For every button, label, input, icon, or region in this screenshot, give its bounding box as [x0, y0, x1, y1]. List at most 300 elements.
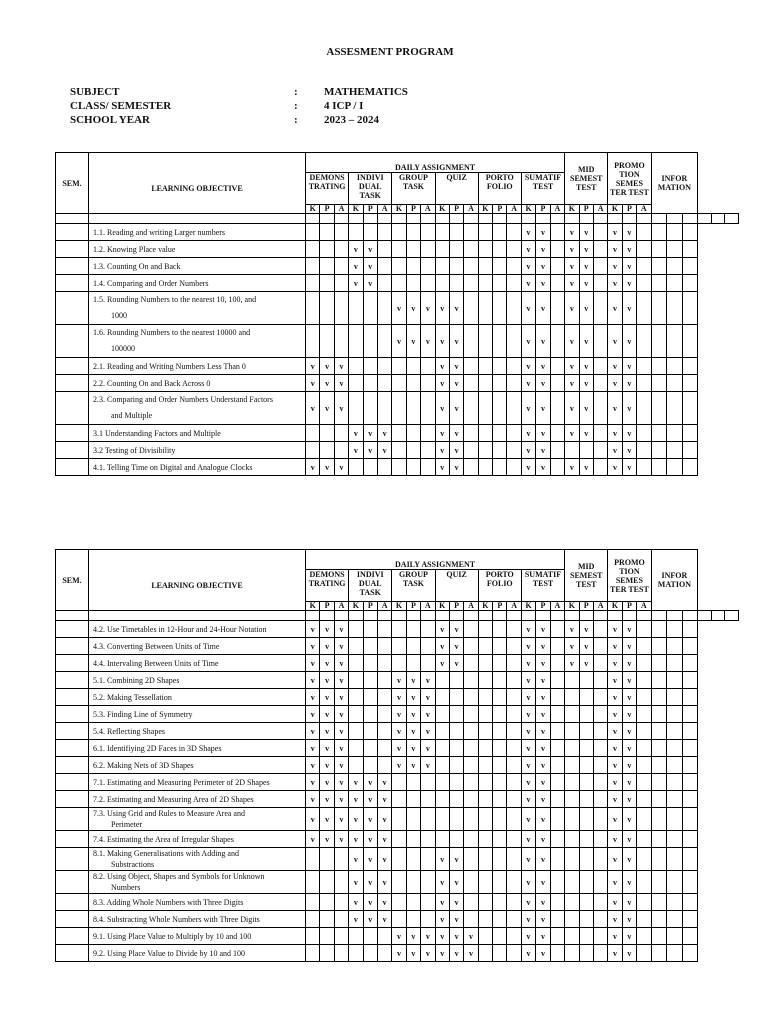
learning-objective-cell [89, 791, 306, 808]
check-cell [478, 358, 492, 375]
check-cell: v [521, 706, 535, 723]
check-cell [651, 275, 667, 292]
check-cell [637, 655, 651, 672]
learning-objective-cell [89, 638, 306, 655]
empty-cell [406, 214, 420, 224]
check-cell: v [449, 848, 463, 871]
check-cell: v [608, 871, 622, 894]
check-cell [507, 689, 521, 706]
kpa-label: P [536, 205, 550, 214]
check-cell [651, 928, 667, 945]
empty-cell [392, 611, 406, 621]
check-cell [637, 258, 651, 275]
check-cell: v [622, 945, 636, 962]
kpa-label: P [449, 205, 463, 214]
check-cell [550, 655, 565, 672]
check-cell: v [521, 442, 535, 459]
check-cell: v [536, 740, 550, 757]
check-cell [682, 425, 698, 442]
empty-cell [89, 214, 306, 224]
check-cell [449, 706, 463, 723]
check-cell: v [392, 723, 406, 740]
objective-text: 4.4. Intervaling Between Units of Time [93, 658, 219, 668]
check-cell [464, 808, 478, 831]
check-cell [682, 808, 698, 831]
check-cell: v [579, 655, 593, 672]
check-cell [651, 740, 667, 757]
check-cell: v [565, 358, 579, 375]
check-cell: v [521, 848, 535, 871]
check-cell [349, 392, 363, 425]
check-cell: v [622, 757, 636, 774]
check-cell [651, 945, 667, 962]
check-cell [334, 894, 348, 911]
check-cell [550, 275, 565, 292]
check-cell [682, 945, 698, 962]
check-cell [464, 689, 478, 706]
empty-cell [698, 611, 712, 621]
check-cell: v [608, 689, 622, 706]
objective-text: 6.2. Making Nets of 3D Shapes [93, 760, 194, 770]
check-cell [550, 928, 565, 945]
check-cell [464, 638, 478, 655]
check-cell: v [392, 706, 406, 723]
check-cell [682, 292, 698, 325]
check-cell [550, 325, 565, 358]
sem-cell [56, 928, 89, 945]
check-cell [507, 392, 521, 425]
check-cell [637, 757, 651, 774]
check-cell: v [406, 945, 420, 962]
check-cell: v [536, 258, 550, 275]
check-cell: v [392, 928, 406, 945]
check-cell [392, 808, 406, 831]
check-cell [667, 791, 683, 808]
check-cell: v [377, 848, 391, 871]
check-cell [550, 241, 565, 258]
check-cell [507, 871, 521, 894]
check-cell: v [536, 672, 550, 689]
check-cell [550, 459, 565, 476]
check-cell [550, 292, 565, 325]
empty-cell [306, 214, 320, 224]
empty-cell [435, 611, 449, 621]
check-cell: v [392, 292, 406, 325]
info-colon: : [294, 114, 298, 126]
check-cell [406, 638, 420, 655]
check-cell: v [306, 621, 320, 638]
check-cell [349, 689, 363, 706]
check-cell [651, 425, 667, 442]
check-cell: v [349, 871, 363, 894]
table-row [56, 928, 739, 945]
objective-text: 6.1. Identifiying 2D Faces in 3D Shapes [93, 743, 222, 753]
check-cell [334, 325, 348, 358]
check-cell: v [565, 325, 579, 358]
objective-text: 8.4. Substracting Whole Numbers with Three Digits [93, 914, 260, 924]
check-cell: v [521, 672, 535, 689]
check-cell [421, 275, 435, 292]
learning-objective-cell [89, 757, 306, 774]
empty-cell [56, 611, 89, 621]
check-cell [478, 258, 492, 275]
empty-cell [682, 611, 698, 621]
empty-cell [478, 611, 492, 621]
check-cell [349, 723, 363, 740]
check-cell [667, 224, 683, 241]
check-cell [392, 442, 406, 459]
check-cell [565, 928, 579, 945]
check-cell [320, 848, 334, 871]
objective-text: 4.3. Converting Between Units of Time [93, 641, 220, 651]
table-row [56, 325, 739, 358]
check-cell: v [421, 672, 435, 689]
check-cell: v [449, 292, 463, 325]
check-cell: v [622, 638, 636, 655]
check-cell [349, 706, 363, 723]
check-cell [421, 848, 435, 871]
check-cell [682, 275, 698, 292]
empty-cell [651, 611, 667, 621]
check-cell [363, 655, 377, 672]
check-cell: v [334, 740, 348, 757]
check-cell [507, 292, 521, 325]
check-cell [435, 224, 449, 241]
check-cell: v [622, 808, 636, 831]
objective-text: 1.6. Rounding Numbers to the nearest 10000 and [93, 328, 251, 337]
check-cell [478, 706, 492, 723]
objective-text: 7.3. Using Grid and Rules to Measure Area and [93, 809, 245, 818]
check-cell: v [435, 638, 449, 655]
learning-objective-cell [89, 808, 306, 831]
table-row [56, 808, 739, 831]
check-cell: v [320, 791, 334, 808]
check-cell: v [449, 325, 463, 358]
check-cell [334, 425, 348, 442]
check-cell [478, 723, 492, 740]
check-cell: v [622, 791, 636, 808]
check-cell [377, 392, 391, 425]
check-cell [421, 459, 435, 476]
info-label: SUBJECT [70, 86, 120, 98]
check-cell: v [622, 425, 636, 442]
check-cell [682, 911, 698, 928]
empty-cell [421, 611, 435, 621]
check-cell [449, 757, 463, 774]
table-row [56, 275, 739, 292]
check-cell: v [521, 325, 535, 358]
check-cell [493, 757, 507, 774]
check-cell: v [608, 292, 622, 325]
empty-cell [682, 214, 698, 224]
check-cell [637, 425, 651, 442]
check-cell: v [377, 425, 391, 442]
check-cell [682, 621, 698, 638]
check-cell: v [622, 672, 636, 689]
objective-text: 4.2. Use Timetables in 12-Hour and 24-Hour Notation [93, 624, 267, 634]
table-row [56, 241, 739, 258]
objective-text: 4.1. Telling Time on Digital and Analogue Clocks [93, 462, 253, 472]
check-cell [406, 392, 420, 425]
check-cell [493, 655, 507, 672]
sem-header: SEM. [56, 550, 89, 611]
empty-cell [377, 214, 391, 224]
check-cell: v [579, 241, 593, 258]
check-cell [493, 928, 507, 945]
check-cell [406, 894, 420, 911]
check-cell: v [435, 871, 449, 894]
check-cell [682, 871, 698, 894]
empty-cell [550, 611, 565, 621]
check-cell [349, 459, 363, 476]
check-cell [579, 791, 593, 808]
table-row [56, 459, 739, 476]
check-cell: v [334, 375, 348, 392]
check-cell [464, 723, 478, 740]
check-cell [392, 358, 406, 375]
check-cell [478, 689, 492, 706]
check-cell: v [536, 848, 550, 871]
check-cell: v [464, 945, 478, 962]
objective-text: 5.2. Making Tessellation [93, 692, 172, 702]
check-cell [377, 224, 391, 241]
check-cell: v [306, 392, 320, 425]
empty-cell [536, 214, 550, 224]
check-cell: v [435, 325, 449, 358]
check-cell [550, 911, 565, 928]
check-cell: v [392, 672, 406, 689]
check-cell [637, 638, 651, 655]
check-cell: v [608, 241, 622, 258]
check-cell [637, 392, 651, 425]
check-cell [421, 774, 435, 791]
empty-cell [593, 611, 607, 621]
check-cell [667, 325, 683, 358]
check-cell [449, 740, 463, 757]
kpa-label: A [377, 602, 391, 611]
check-cell: v [406, 706, 420, 723]
check-cell [565, 831, 579, 848]
check-cell: v [622, 375, 636, 392]
check-cell [637, 621, 651, 638]
check-cell: v [306, 655, 320, 672]
check-cell: v [536, 791, 550, 808]
check-cell: v [579, 621, 593, 638]
check-cell [377, 638, 391, 655]
check-cell [306, 241, 320, 258]
check-cell [406, 375, 420, 392]
check-cell: v [349, 791, 363, 808]
check-cell: v [521, 740, 535, 757]
daily-assignment-header: DAILY ASSIGNMENT [306, 550, 565, 570]
objective-text-cont: Perimeter [111, 820, 143, 829]
check-cell [464, 392, 478, 425]
sem-cell [56, 275, 89, 292]
check-cell [579, 871, 593, 894]
check-cell: v [608, 848, 622, 871]
check-cell [464, 740, 478, 757]
check-cell [421, 911, 435, 928]
check-cell: v [565, 241, 579, 258]
check-cell [334, 241, 348, 258]
check-cell: v [363, 241, 377, 258]
check-cell [464, 325, 478, 358]
kpa-label: P [622, 602, 636, 611]
objective-text: 5.3. Finding Line of Symmetry [93, 709, 193, 719]
kpa-label: A [507, 205, 521, 214]
table-row [56, 689, 739, 706]
check-cell [306, 945, 320, 962]
check-cell [363, 672, 377, 689]
check-cell [478, 774, 492, 791]
sem-cell [56, 358, 89, 375]
check-cell [550, 672, 565, 689]
check-cell [421, 241, 435, 258]
empty-cell [637, 611, 651, 621]
check-cell [349, 928, 363, 945]
empty-cell [493, 611, 507, 621]
check-cell [651, 894, 667, 911]
check-cell [667, 928, 683, 945]
check-cell [320, 928, 334, 945]
check-cell [478, 275, 492, 292]
check-cell: v [306, 808, 320, 831]
check-cell [377, 241, 391, 258]
empty-cell [637, 214, 651, 224]
check-cell [593, 894, 607, 911]
check-cell: v [334, 358, 348, 375]
check-cell [550, 757, 565, 774]
check-cell [565, 706, 579, 723]
check-cell [449, 672, 463, 689]
check-cell [667, 442, 683, 459]
check-cell [667, 241, 683, 258]
check-cell [464, 375, 478, 392]
kpa-label: K [349, 205, 363, 214]
check-cell [637, 911, 651, 928]
info-colon: : [294, 86, 298, 98]
check-cell [667, 757, 683, 774]
check-cell [421, 621, 435, 638]
table-row [56, 672, 739, 689]
check-cell [478, 375, 492, 392]
check-cell [593, 911, 607, 928]
check-cell [507, 275, 521, 292]
check-cell [550, 848, 565, 871]
check-cell: v [406, 689, 420, 706]
empty-cell [667, 611, 683, 621]
check-cell [593, 706, 607, 723]
table-row [56, 655, 739, 672]
check-cell: v [565, 459, 579, 476]
check-cell: v [349, 425, 363, 442]
check-cell [363, 638, 377, 655]
check-cell: v [536, 894, 550, 911]
check-cell: v [464, 928, 478, 945]
sem-cell [56, 459, 89, 476]
objective-text: 8.1. Making Generalisations with Adding and [93, 849, 239, 858]
check-cell [667, 848, 683, 871]
check-cell: v [334, 757, 348, 774]
check-cell [478, 911, 492, 928]
check-cell: v [392, 757, 406, 774]
check-cell: v [421, 706, 435, 723]
kpa-label: A [421, 602, 435, 611]
kpa-label: K [306, 205, 320, 214]
check-cell [507, 757, 521, 774]
check-cell: v [349, 774, 363, 791]
sem-cell [56, 774, 89, 791]
check-cell: v [608, 894, 622, 911]
check-cell [377, 928, 391, 945]
check-cell [493, 459, 507, 476]
check-cell: v [449, 928, 463, 945]
check-cell: v [363, 258, 377, 275]
check-cell [377, 621, 391, 638]
check-cell: v [521, 808, 535, 831]
check-cell [637, 672, 651, 689]
check-cell [682, 706, 698, 723]
kpa-label: A [421, 205, 435, 214]
check-cell [363, 723, 377, 740]
check-cell [593, 459, 607, 476]
check-cell: v [320, 808, 334, 831]
check-cell [406, 831, 420, 848]
check-cell [478, 292, 492, 325]
check-cell [363, 375, 377, 392]
learning-objective-cell [89, 740, 306, 757]
check-cell [579, 945, 593, 962]
check-cell [565, 791, 579, 808]
sem-cell [56, 672, 89, 689]
table-row [56, 706, 739, 723]
sem-cell [56, 425, 89, 442]
check-cell: v [363, 911, 377, 928]
check-cell [320, 224, 334, 241]
check-cell: v [363, 791, 377, 808]
objective-text: 7.1. Estimating and Measuring Perimeter of 2D Shapes [93, 777, 270, 787]
check-cell [377, 358, 391, 375]
group-header: SUMATIF TEST [521, 173, 564, 205]
check-cell: v [334, 459, 348, 476]
check-cell [392, 375, 406, 392]
check-cell: v [622, 894, 636, 911]
check-cell [421, 258, 435, 275]
check-cell: v [622, 723, 636, 740]
group-header: DEMONS TRATING [306, 173, 349, 205]
check-cell: v [536, 757, 550, 774]
check-cell: v [435, 292, 449, 325]
check-cell: v [622, 831, 636, 848]
check-cell: v [334, 621, 348, 638]
check-cell: v [536, 928, 550, 945]
check-cell [435, 831, 449, 848]
check-cell [507, 928, 521, 945]
check-cell [478, 392, 492, 425]
check-cell [667, 638, 683, 655]
check-cell [493, 638, 507, 655]
check-cell [306, 275, 320, 292]
check-cell [651, 375, 667, 392]
check-cell: v [377, 911, 391, 928]
check-cell [449, 258, 463, 275]
empty-cell [493, 214, 507, 224]
objective-text: 5.1. Combining 2D Shapes [93, 675, 180, 685]
check-cell: v [622, 706, 636, 723]
check-cell: v [622, 459, 636, 476]
check-cell [507, 442, 521, 459]
empty-cell [565, 214, 579, 224]
